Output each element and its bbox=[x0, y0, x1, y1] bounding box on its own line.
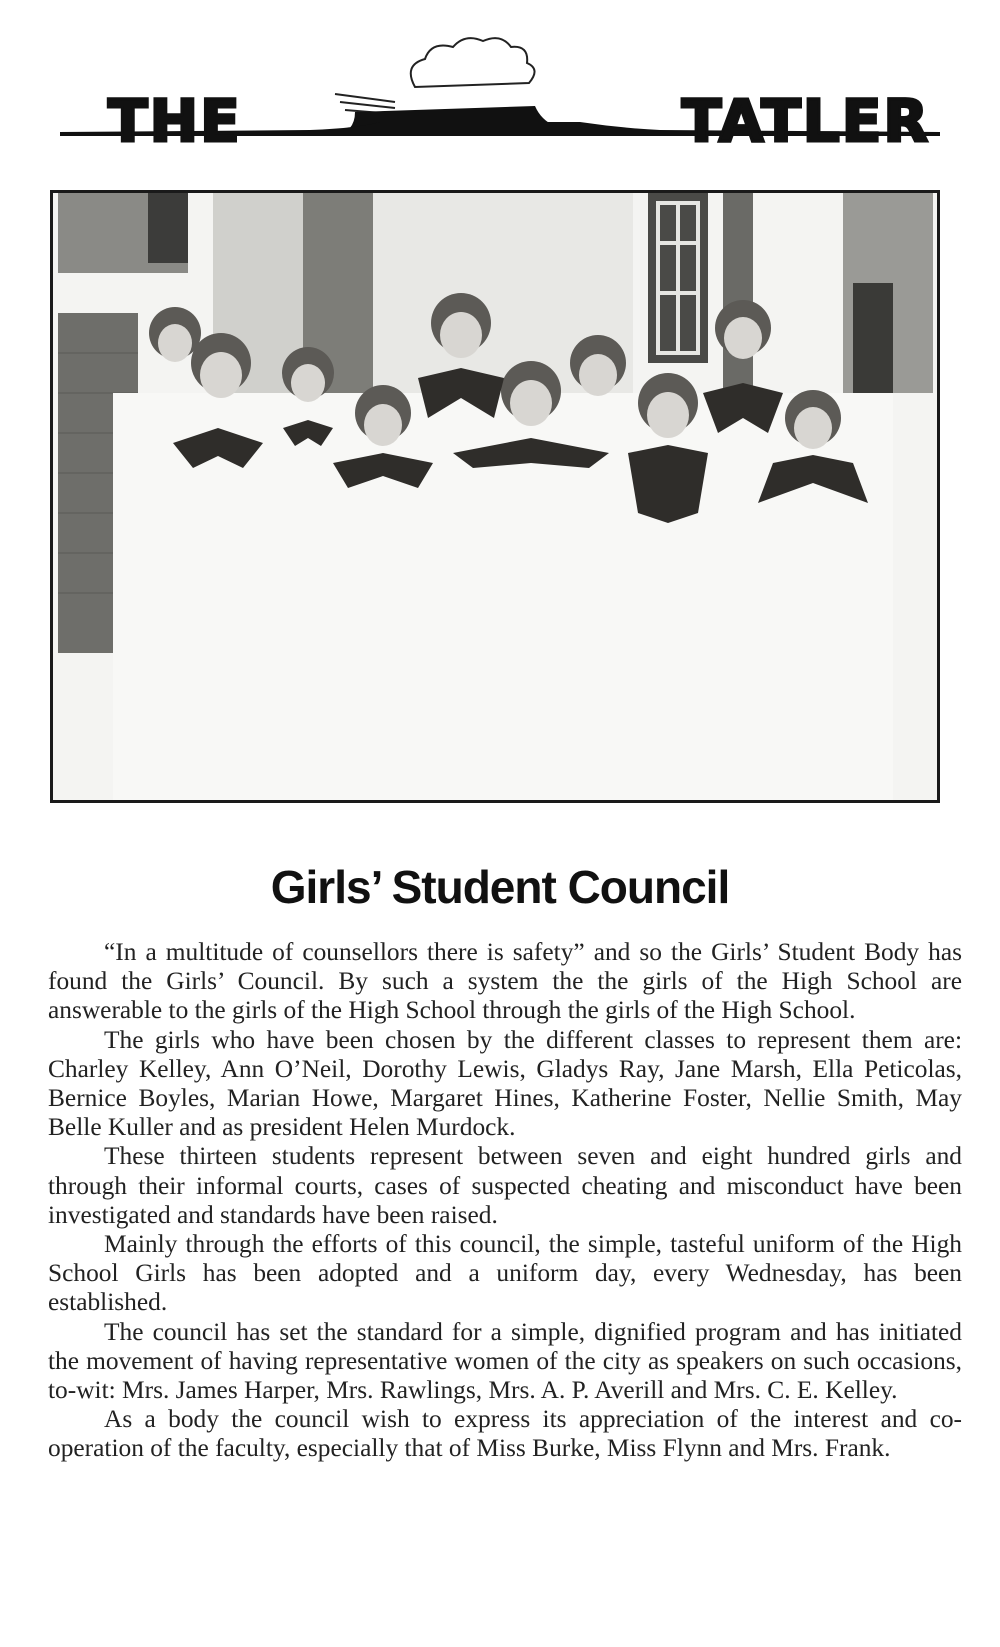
article-paragraph: The council has set the standard for a simple, dignified program and has initiated the movement of having representative women of the city as speakers on such occasions, to-wit: Mrs. James Harper, Mrs. Rawlings, Mrs. A. P. Averill and Mrs. C. E. Kelley. bbox=[48, 1317, 962, 1405]
article-paragraph: The girls who have been chosen by the different classes to represent them are: Charley Kelley, Ann O’Neil, Dorothy Lewis, Gladys Ray, Jane Marsh, Ella Peticolas, Bernice Boyles, Marian Howe, Margaret Hines, Katherine Foster, Nellie Smith, May Belle Kuller and as president Helen Murdock. bbox=[48, 1025, 962, 1142]
group-photo bbox=[50, 190, 940, 803]
article-paragraph: These thirteen students represent between seven and eight hundred girls and through their informal courts, cases of suspected cheating and misconduct have been investigated and standards have been raised. bbox=[48, 1142, 962, 1229]
masthead-right-word: TATLER bbox=[681, 87, 930, 155]
masthead bbox=[60, 32, 940, 155]
article-paragraph: “In a multitude of counsellors there is safety” and so the Girls’ Student Body has found the Girls’ Council. By such a system the the girls of the High School are answerable to the girls of the High School through the girls of the High School. bbox=[48, 938, 962, 1025]
cloud-icon bbox=[411, 38, 535, 87]
masthead-left-word: THE bbox=[108, 87, 242, 155]
group-photo-icon bbox=[53, 193, 937, 800]
article-paragraph: Mainly through the efforts of this council, the simple, tasteful uniform of the High School Girls has been adopted and a uniform day, every Wednesday, has been established. bbox=[48, 1230, 962, 1317]
article-paragraph: As a body the council wish to express its appreciation of the interest and co-operation of the faculty, especially that of Miss Burke, Miss Flynn and Mrs. Frank. bbox=[48, 1405, 962, 1463]
article-body bbox=[48, 938, 962, 1464]
article-title: Girls’ Student Council bbox=[270, 861, 730, 913]
